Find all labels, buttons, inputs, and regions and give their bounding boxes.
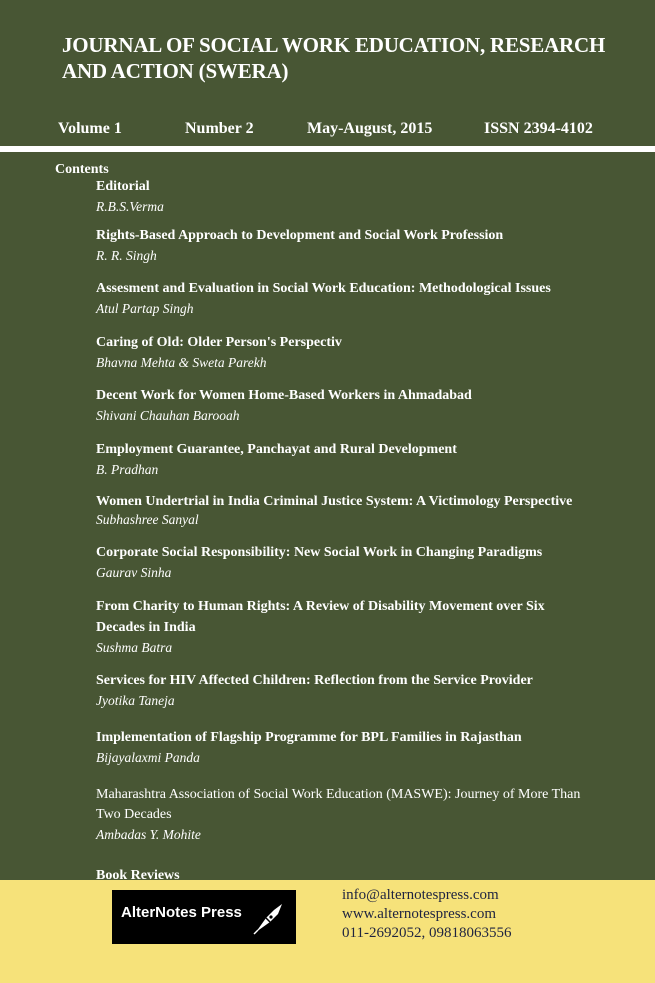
publisher-logo (112, 890, 296, 944)
volume-label: Volume 1 (58, 120, 122, 137)
article-title: Women Undertrial in India Criminal Justice System: A Victimology Perspective (96, 494, 573, 509)
publisher-name: AlterNotes Press (121, 904, 242, 921)
toc-entry (96, 225, 626, 266)
article-author: Subhashree Sanyal (96, 512, 199, 527)
article-title: Editorial (96, 179, 150, 194)
article-author: Bijayalaxmi Panda (96, 750, 200, 765)
article-title: Rights-Based Approach to Development and Social Work Profession (96, 228, 504, 243)
article-title: Maharashtra Association of Social Work Education (MASWE): Journey of More Than Two Decades (96, 787, 581, 822)
toc-entry (96, 439, 626, 480)
toc-entry (96, 278, 626, 319)
issn-label: ISSN 2394-4102 (484, 120, 593, 137)
phone-number: 011-2692052, 09818063556 (342, 925, 512, 941)
website-link[interactable]: www.alternotespress.com (342, 906, 496, 922)
article-title: Employment Guarantee, Panchayat and Rural Development (96, 442, 457, 457)
toc-entry (96, 176, 626, 217)
article-author: R. R. Singh (96, 248, 157, 263)
article-title: Corporate Social Responsibility: New Social Work in Changing Paradigms (96, 545, 543, 560)
toc-entry (96, 727, 626, 768)
article-author: Shivani Chauhan Barooah (96, 408, 240, 423)
toc-entry (96, 542, 626, 583)
article-title: Decent Work for Women Home-Based Workers in Ahmadabad (96, 388, 472, 403)
article-title: From Charity to Human Rights: A Review of Disability Movement over Six Decades in India (96, 599, 545, 635)
divider (0, 146, 655, 152)
issue-info (0, 119, 655, 141)
publisher-footer (0, 880, 655, 983)
toc-entry (96, 493, 641, 529)
publisher-contact (342, 886, 511, 943)
pen-nib-icon (252, 898, 288, 936)
email-link[interactable]: info@alternotespress.com (342, 887, 499, 903)
article-title: Assesment and Evaluation in Social Work Education: Methodological Issues (96, 281, 551, 296)
article-author: Bhavna Mehta & Sweta Parekh (96, 355, 267, 370)
article-author: R.B.S.Verma (96, 199, 164, 214)
article-author: Gaurav Sinha (96, 565, 172, 580)
article-title: Services for HIV Affected Children: Reflection from the Service Provider (96, 673, 533, 688)
article-author: Sushma Batra (96, 640, 173, 655)
article-title: Caring of Old: Older Person's Perspectiv (96, 335, 342, 350)
number-label: Number 2 (185, 120, 254, 137)
article-author: Ambadas Y. Mohite (96, 827, 201, 842)
toc-entry (96, 596, 596, 658)
article-author: Jyotika Taneja (96, 693, 175, 708)
toc-entry (96, 670, 626, 711)
toc-entry (96, 785, 596, 845)
article-title: Implementation of Flagship Programme for BPL Families in Rajasthan (96, 730, 522, 745)
article-author: B. Pradhan (96, 462, 159, 477)
period-label: May-August, 2015 (307, 120, 433, 137)
contents-heading: Contents (55, 162, 109, 177)
toc-entry (96, 385, 626, 426)
toc-entry (96, 332, 626, 373)
journal-title: JOURNAL OF SOCIAL WORK EDUCATION, RESEARCH AND ACTION (SWERA) (62, 33, 606, 83)
book-reviews-heading: Book Reviews (96, 868, 180, 883)
article-author: Atul Partap Singh (96, 301, 194, 316)
